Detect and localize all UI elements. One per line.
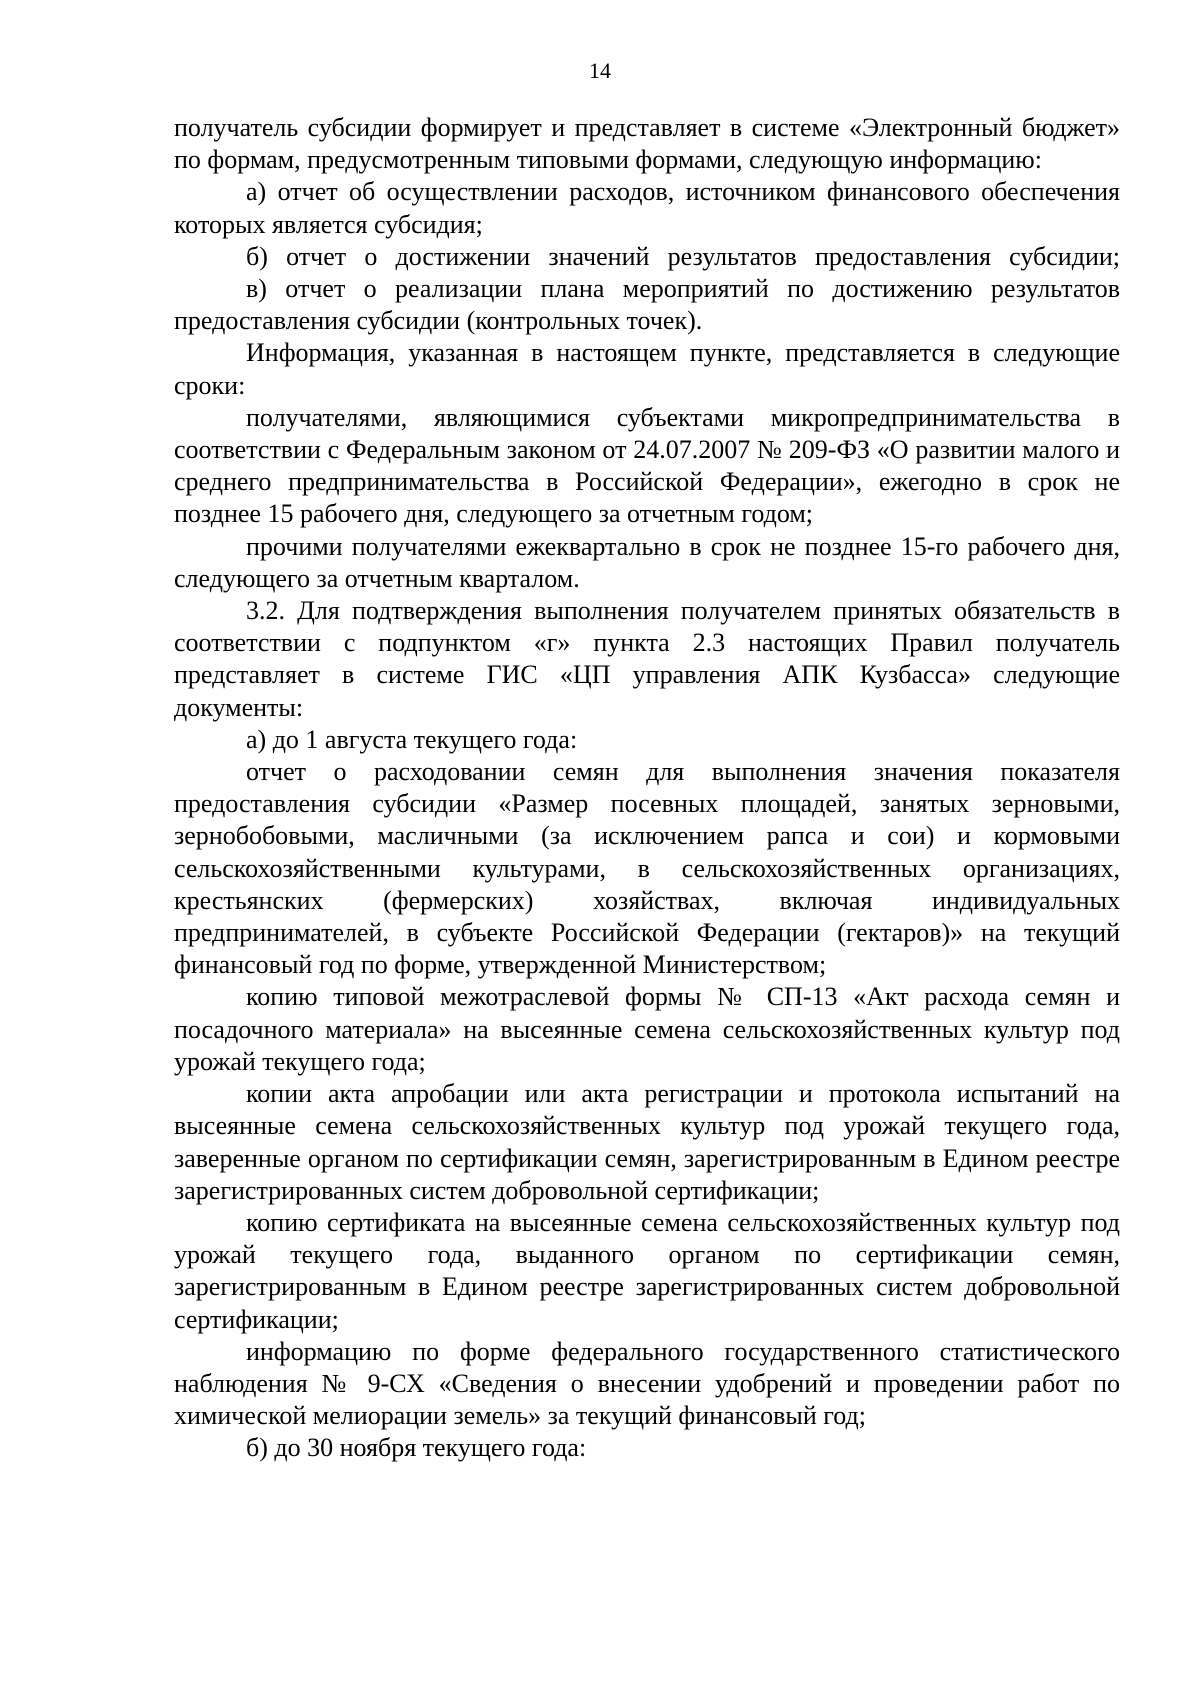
paragraph: 3.2. Для подтверждения выполнения получателем принятых обязательств в соответствии с подпунктом «г» пункта 2.3 настоящих Правил получатель представляет в системе ГИС «ЦП управления АПК Кузбасса» следующие документы: — [174, 596, 1120, 722]
paragraph: информацию по форме федерального государственного статистического наблюдения № 9-СХ «Сведения о внесении удобрений и проведении работ по химической мелиорации земель» за текущий финансовый год; — [174, 1336, 1120, 1431]
paragraph: копию типовой межотраслевой формы № СП-13 «Акт расхода семян и посадочного материала» на высеянные семена сельскохозяйственных культур под урожай текущего года; — [174, 982, 1120, 1076]
paragraph: получатель субсидии формирует и представляет в системе «Электронный бюджет» по формам, предусмотренным типовыми формами, следующую информацию: — [174, 113, 1120, 175]
paragraph: б) до 30 ноября текущего года: — [246, 1433, 587, 1463]
paragraph: получателями, являющимися субъектами микропредпринимательства в соответствии с Федеральным законом от 24.07.2007 № 209-ФЗ «О развитии малого и среднего предпринимательства в Российской Федерации», ежегодно в срок не позднее 15 рабочего дня, следующего за отчетным годом; — [174, 402, 1120, 529]
document-body — [174, 112, 1120, 1465]
paragraph: а) отчет об осуществлении расходов, источником финансового обеспечения которых является субсидия; — [174, 177, 1120, 239]
paragraph: Информация, указанная в настоящем пункте, представляется в следующие сроки: — [174, 338, 1120, 400]
paragraph: в) отчет о реализации плана мероприятий по достижению результатов предоставления субсидии (контрольных точек). — [174, 274, 1120, 336]
page-number: 14 — [589, 58, 611, 83]
paragraph: а) до 1 августа текущего года: — [246, 724, 578, 754]
paragraph: отчет о расходовании семян для выполнения значения показателя предоставления субсидии «Размер посевных площадей, занятых зерновыми, зернобобовыми, масличными (за исключением рапса и сои) и кормовыми сельскохозяйственными культурами, в сельскохозяйственных организациях, крестьянских (фермерских) хозяйствах, включая индивидуальных предпринимателей, в субъекте Российской Федерации (гектаров)» на текущий финансовый год по форме, утвержденной Министерством; — [174, 757, 1120, 980]
paragraph: прочими получателями ежеквартально в срок не позднее 15-го рабочего дня, следующего за отчетным кварталом. — [174, 531, 1120, 593]
paragraph: копию сертификата на высеянные семена сельскохозяйственных культур под урожай текущего года, выданного органом по сертификации семян, зарегистрированным в Едином реестре зарегистрированных систем добровольной сертификации; — [174, 1207, 1120, 1334]
paragraph: копии акта апробации или акта регистрации и протокола испытаний на высеянные семена сельскохозяйственных культур под урожай текущего года, заверенные органом по сертификации семян, зарегистрированным в Едином реестре зарегистрированных систем добровольной сертификации; — [174, 1079, 1120, 1205]
paragraph: б) отчет о достижении значений результатов предоставления субсидии; — [246, 241, 1120, 271]
